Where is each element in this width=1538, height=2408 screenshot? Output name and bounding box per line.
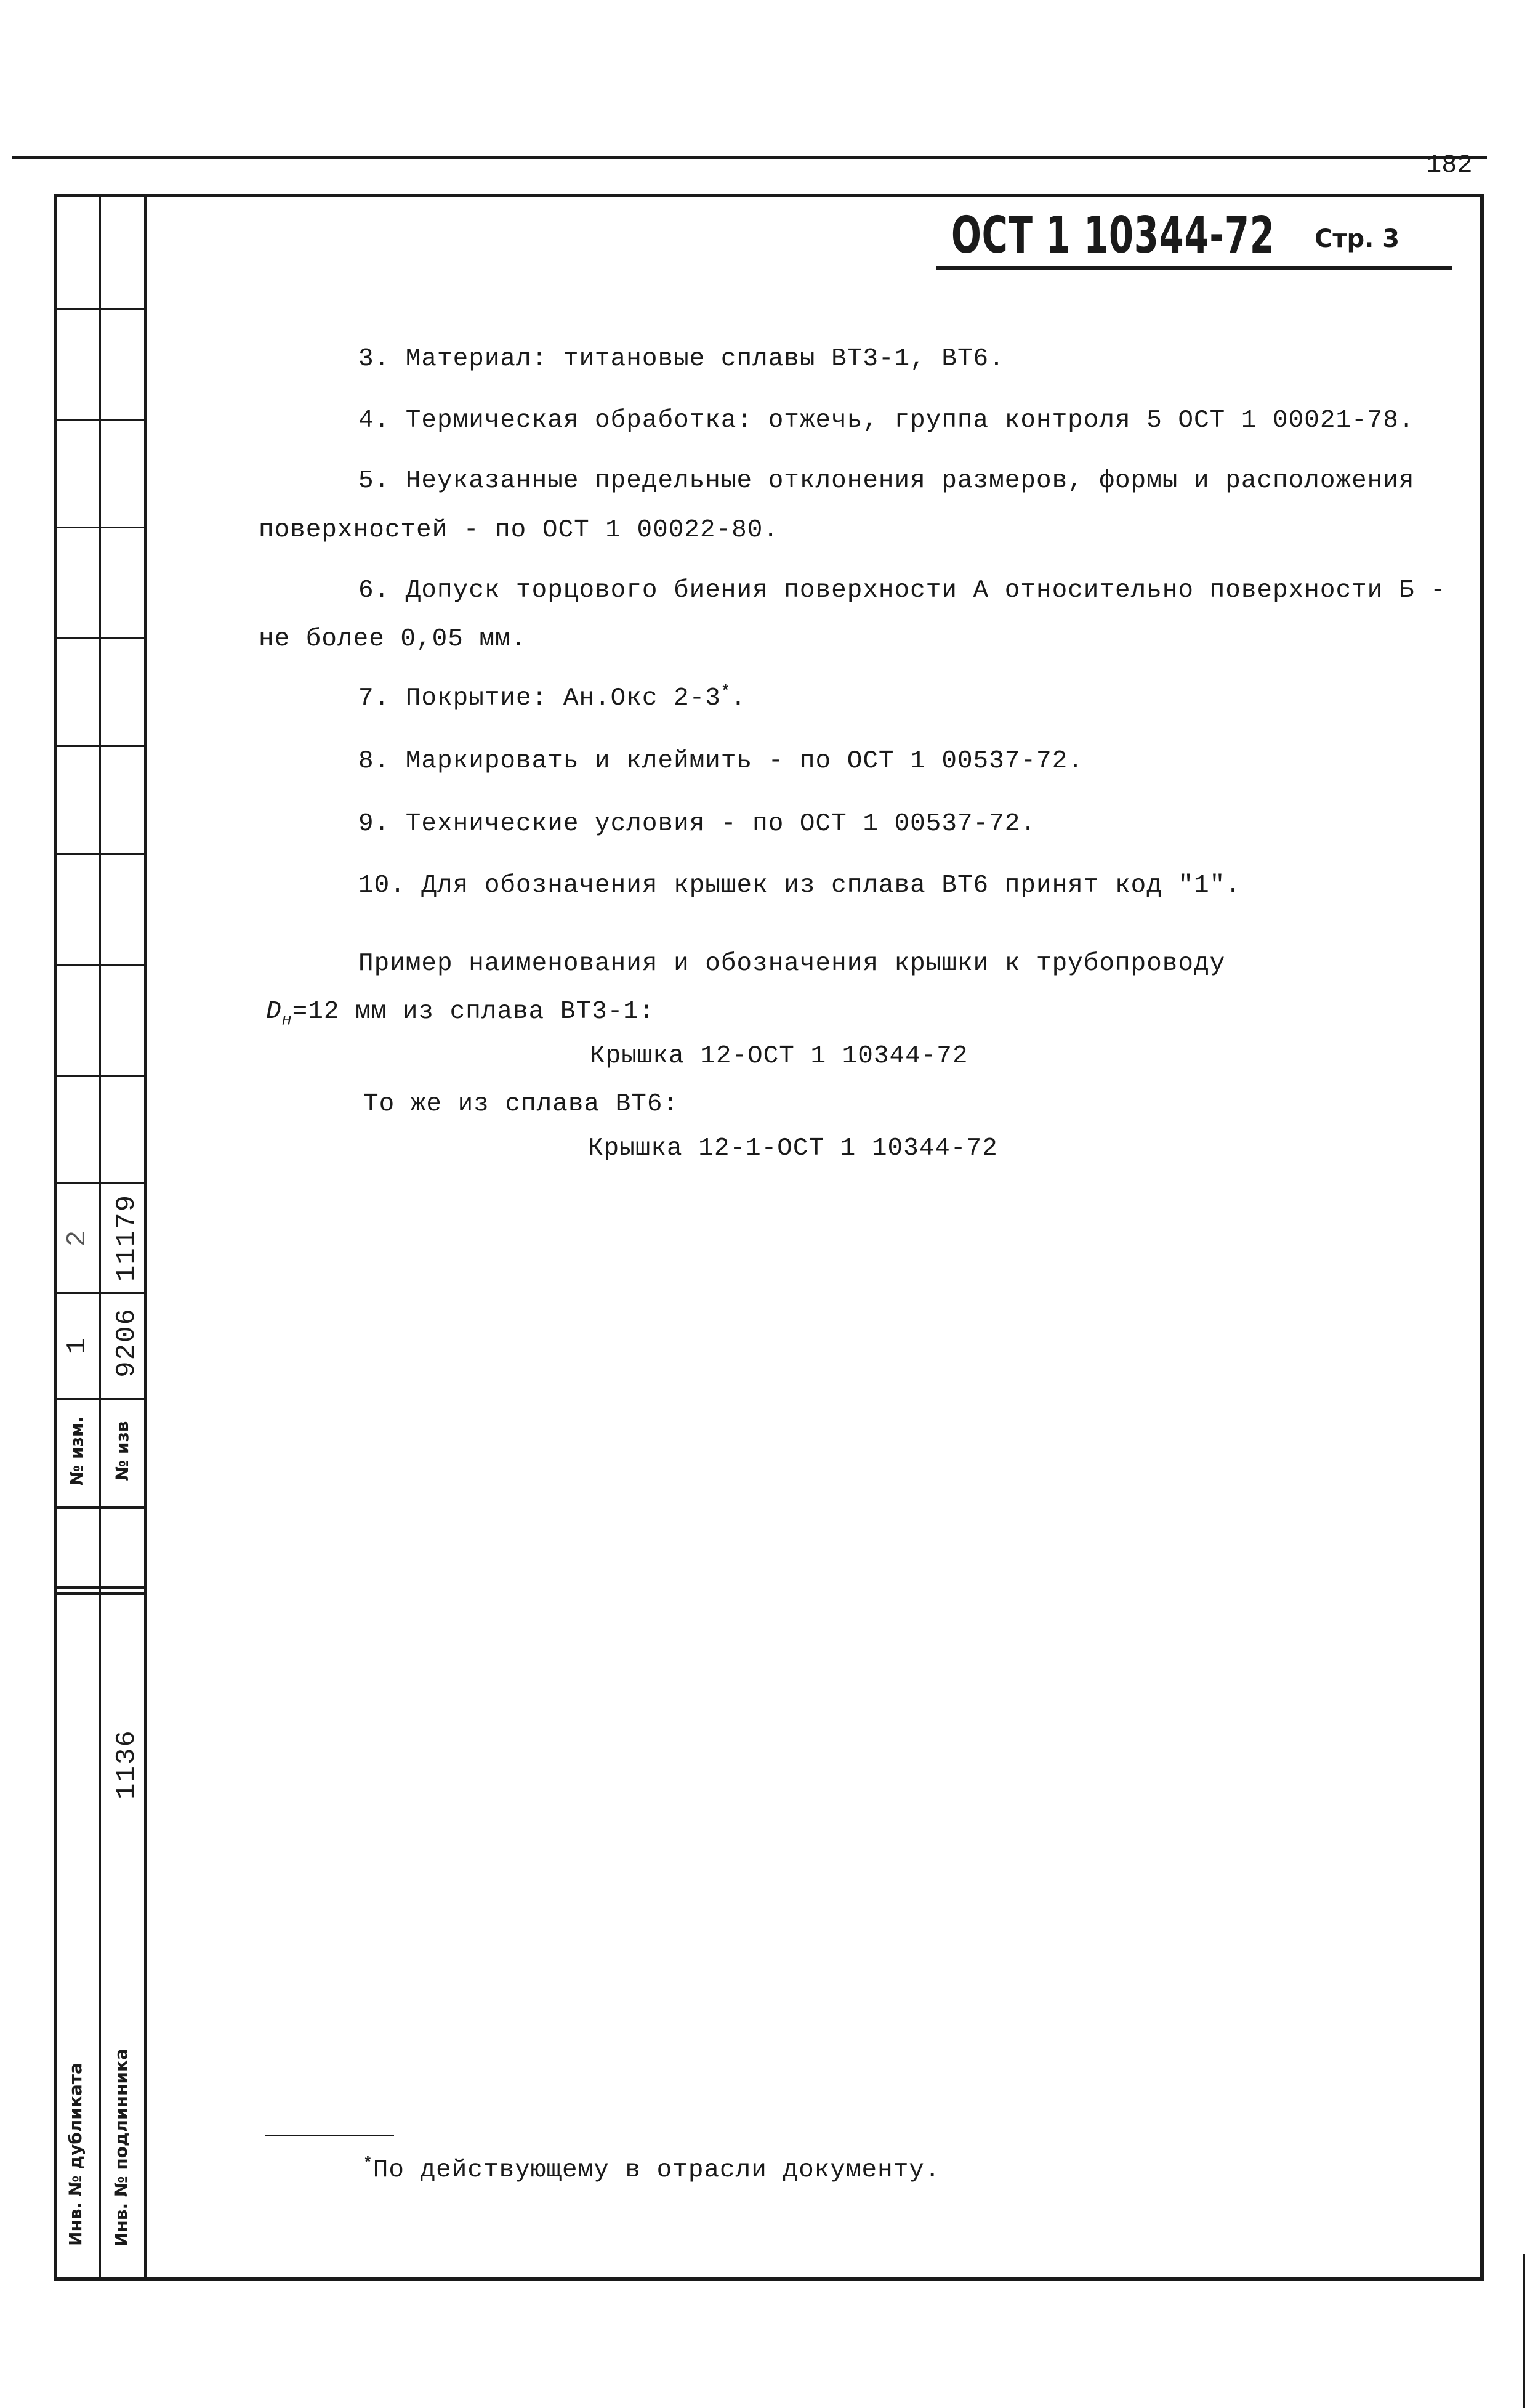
sheet-number: 182 xyxy=(1426,150,1473,180)
item-7-tail: . xyxy=(730,684,747,713)
frame-left-inner xyxy=(144,194,147,2281)
right-edge-mark xyxy=(1523,2254,1525,2408)
item-5-line2: поверхностей - по ОСТ 1 00022-80. xyxy=(259,516,779,544)
footnote-text: По действующему в отрасли документу. xyxy=(372,2155,941,2184)
footnote xyxy=(363,2155,941,2184)
page-label: Стр. 3 xyxy=(1315,225,1400,253)
item-7-footnote-marker: * xyxy=(720,684,731,700)
dn-rest: =12 мм из сплава ВТ3-1: xyxy=(292,998,655,1026)
top-rule xyxy=(12,156,1487,159)
revision-2: 2 xyxy=(62,1229,93,1247)
example-designation-1: Крышка 12-ОСТ 1 10344-72 xyxy=(590,1042,968,1070)
frame-left-mid xyxy=(99,194,101,2281)
label-duplicate-inventory: Инв. № дубликата xyxy=(65,2063,86,2246)
side-tick xyxy=(54,964,147,966)
item-9: 9. Технические условия - по ОСТ 1 00537-72. xyxy=(358,810,1036,838)
notice-number-1: 9206 xyxy=(111,1307,142,1378)
stamp-line xyxy=(54,1398,147,1400)
header-underline xyxy=(936,266,1452,270)
frame-right xyxy=(1480,194,1484,2280)
stamp-line xyxy=(54,1506,147,1509)
side-tick xyxy=(54,419,147,421)
example-dn-line xyxy=(266,998,655,1030)
item-7 xyxy=(358,684,746,713)
item-8: 8. Маркировать и клеймить - по ОСТ 1 00537-72. xyxy=(358,747,1084,775)
label-notice-no: № изв xyxy=(112,1421,132,1481)
side-tick xyxy=(54,527,147,528)
revision-1: 1 xyxy=(62,1336,93,1355)
frame-left-outer xyxy=(54,194,57,2281)
item-10: 10. Для обозначения крышек из сплава ВТ6 принят код "1". xyxy=(358,871,1241,900)
inv-block-top xyxy=(54,1592,147,1595)
frame-bottom xyxy=(54,2277,1484,2281)
example-intro: Пример наименования и обозначения крышки к трубопроводу xyxy=(358,950,1226,978)
item-7-text: 7. Покрытие: Ан.Окс 2-3 xyxy=(358,684,721,713)
item-3: 3. Материал: титановые сплавы ВТ3-1, ВТ6. xyxy=(358,345,1005,373)
side-tick xyxy=(54,853,147,855)
item-6-line2: не более 0,05 мм. xyxy=(259,625,527,653)
notice-number-2: 11179 xyxy=(111,1194,142,1282)
frame-top xyxy=(54,194,1483,197)
dn-symbol: D xyxy=(266,998,282,1026)
document-code: ОСТ 1 10344-72 xyxy=(951,206,1275,265)
side-tick xyxy=(54,637,147,639)
example-designation-2: Крышка 12-1-ОСТ 1 10344-72 xyxy=(588,1134,998,1163)
side-tick xyxy=(54,1075,147,1077)
item-4: 4. Термическая обработка: отжечь, группа контроля 5 ОСТ 1 00021-78. xyxy=(358,406,1415,435)
side-tick xyxy=(54,308,147,310)
stamp-line xyxy=(54,1586,147,1589)
example-same-label: То же из сплава ВТ6: xyxy=(363,1090,679,1118)
side-tick xyxy=(54,745,147,747)
label-original-inventory: Инв. № подлинника xyxy=(111,2048,131,2247)
footnote-marker: * xyxy=(363,2155,373,2172)
original-inventory-number: 1136 xyxy=(111,1729,142,1800)
footnote-rule xyxy=(265,2135,394,2136)
item-6-line1: 6. Допуск торцового биения поверхности А относительно поверхности Б - xyxy=(358,576,1446,605)
dn-subscript: н xyxy=(281,1011,292,1030)
item-5-line1: 5. Неуказанные предельные отклонения размеров, формы и расположения xyxy=(358,467,1415,495)
label-revision-no: № изм. xyxy=(66,1416,87,1486)
